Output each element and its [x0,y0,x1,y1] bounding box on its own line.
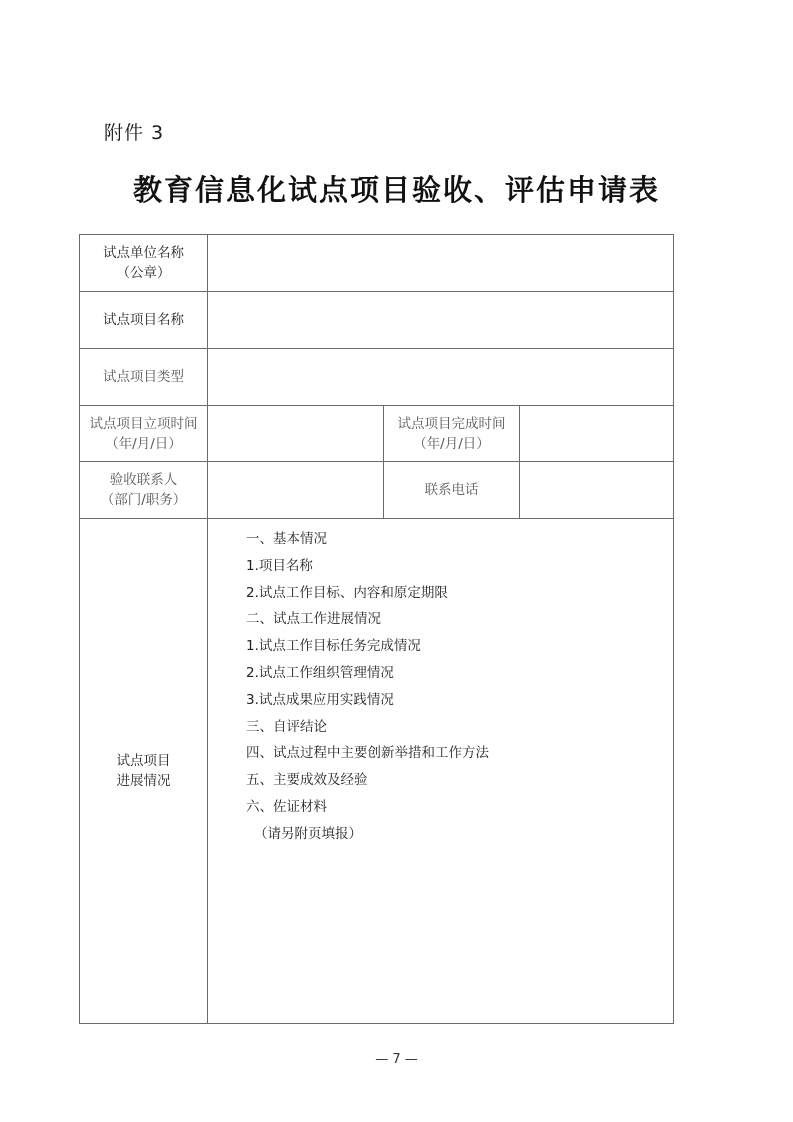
contact-field[interactable] [208,462,384,519]
progress-outline[interactable] [208,519,674,1024]
outline-item: 三、自评结论 [246,718,327,735]
outline-item: 1.项目名称 [246,557,313,574]
project-name-label: 试点项目名称 [80,292,208,349]
start-date-field[interactable] [208,406,384,462]
outline-item: 四、试点过程中主要创新举措和工作方法 [246,745,489,762]
end-date-label: 试点项目完成时间 （年/月/日） [384,406,520,462]
unit-name-field[interactable] [208,235,674,292]
end-date-field[interactable] [520,406,674,462]
unit-name-label: 试点单位名称 （公章） [80,235,208,292]
outline-item: 1.试点工作目标任务完成情况 [246,638,421,655]
project-name-field[interactable] [208,292,674,349]
project-type-field[interactable] [208,349,674,406]
application-form-table [79,234,674,1024]
outline-item: 一、基本情况 [246,531,327,547]
outline-note: （请另附页填报） [254,825,362,842]
row-contact [80,462,674,519]
project-type-label: 试点项目类型 [80,349,208,406]
row-project-type [80,349,674,406]
outline-item: 五、主要成效及经验 [246,772,368,789]
phone-label: 联系电话 [384,462,520,519]
progress-label: 试点项目 进展情况 [80,519,208,1024]
start-date-label: 试点项目立项时间 （年/月/日） [80,406,208,462]
outline-item: 2.试点工作组织管理情况 [246,664,394,681]
phone-field[interactable] [520,462,674,519]
outline-item: 2.试点工作目标、内容和原定期限 [246,584,448,601]
row-progress [80,519,674,1024]
outline-item: 六、佐证材料 [246,798,327,815]
outline-item: 3.试点成果应用实践情况 [246,691,394,708]
contact-label: 验收联系人 （部门/职务） [80,462,208,519]
row-unit-name [80,235,674,292]
attachment-label: 附件 3 [104,122,165,144]
row-project-name [80,292,674,349]
outline-item: 二、试点工作进展情况 [246,611,381,628]
page-title: 教育信息化试点项目验收、评估申请表 [132,173,660,207]
row-dates [80,406,674,462]
page-number: — 7 — [375,1052,418,1067]
